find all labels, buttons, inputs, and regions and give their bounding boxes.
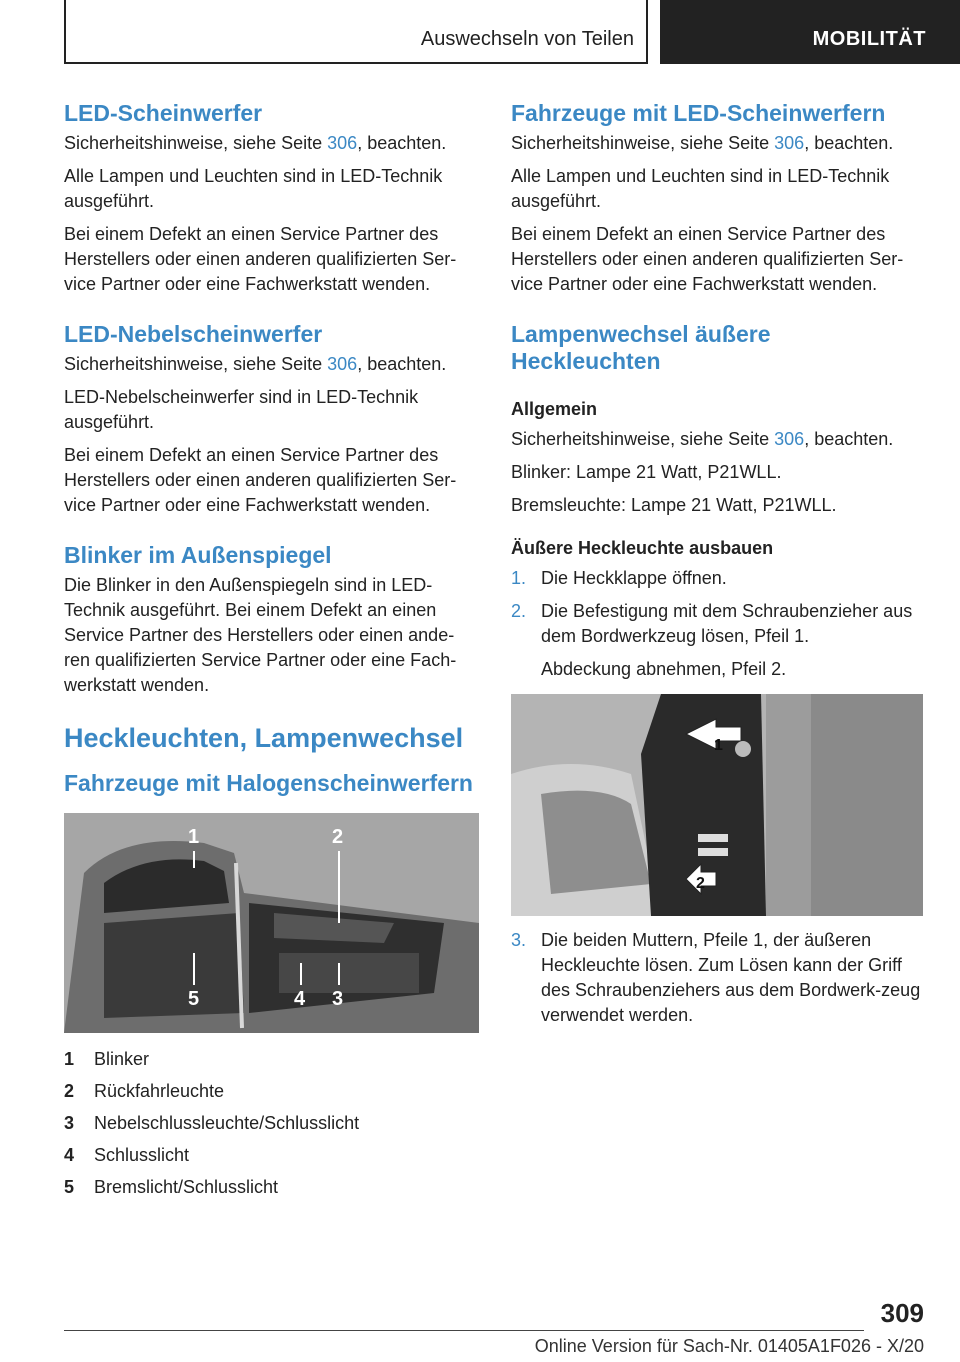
paragraph: Bei einem Defekt an einen Service Partner des Herstellers oder einen anderen qualifizierten Ser-vice Partner oder eine Fachwerkstatt wenden. xyxy=(64,224,457,294)
legend-item xyxy=(64,1111,479,1136)
figure-legend xyxy=(64,1047,479,1200)
legend-text: Blinker xyxy=(94,1049,150,1069)
step-item xyxy=(511,928,926,1028)
step-item xyxy=(511,599,926,682)
safety-reference xyxy=(511,131,926,156)
heading-lampenwechsel: Lampenwechsel äußere Heckleuchten xyxy=(511,321,771,374)
heading-led-nebelscheinwerfer: LED-Nebelscheinwerfer xyxy=(64,321,323,347)
safety-reference xyxy=(511,427,926,452)
footer-divider xyxy=(64,1330,864,1331)
legend-number: 4 xyxy=(64,1145,75,1165)
legend-item xyxy=(64,1175,479,1200)
callout-arrow-2: 2 xyxy=(696,875,705,892)
step-text: Die beiden Muttern, Pfeile 1, der äußeren Heckleuchte lösen. Zum Lösen kann der Griff des Schraubenziehers aus dem Bordwerk-zeug verwendet werden. xyxy=(541,930,921,1025)
ref-text: , beachten. xyxy=(804,429,894,449)
legend-number: 1 xyxy=(64,1049,75,1069)
page-link[interactable]: 306 xyxy=(774,429,805,449)
page-link[interactable]: 306 xyxy=(327,354,358,374)
callout-arrow-1: 1 xyxy=(714,737,723,754)
step-item xyxy=(511,566,926,591)
left-column xyxy=(64,100,479,1207)
step-text: Die Heckklappe öffnen. xyxy=(541,568,727,588)
paragraph: Bei einem Defekt an einen Service Partner des Herstellers oder einen anderen qualifizierten Ser-vice Partner oder eine Fachwerkstatt wenden. xyxy=(511,224,904,294)
callout-2: 2 xyxy=(332,826,344,848)
heading-led-fahrzeuge: Fahrzeuge mit LED-Scheinwerfern xyxy=(511,100,886,126)
page-link[interactable]: 306 xyxy=(327,133,358,153)
legend-number: 2 xyxy=(64,1081,75,1101)
subheading-allgemein: Allgemein xyxy=(511,399,598,419)
step-number: 3. xyxy=(511,930,527,950)
header-section-title: Auswechseln von Teilen xyxy=(420,28,634,50)
header-chapter-tab: MOBILITÄT xyxy=(660,0,960,64)
legend-text: Nebelschlussleuchte/Schlusslicht xyxy=(94,1113,360,1133)
legend-text: Rückfahrleuchte xyxy=(94,1081,225,1101)
heading-led-scheinwerfer: LED-Scheinwerfer xyxy=(64,100,263,126)
step-text-continuation: Abdeckung abnehmen, Pfeil 2. xyxy=(541,659,787,679)
taillight-figure xyxy=(64,813,479,1033)
ref-text: Sicherheitshinweise, siehe Seite xyxy=(64,133,328,153)
ref-text: Sicherheitshinweise, siehe Seite xyxy=(64,354,328,374)
heading-halogen: Fahrzeuge mit Halogenscheinwerfern xyxy=(64,770,473,796)
step-number: 1. xyxy=(511,568,527,588)
heading-blinker-aussenspiegel: Blinker im Außenspiegel xyxy=(64,542,332,568)
legend-text: Schlusslicht xyxy=(94,1145,190,1165)
footer-text: Online Version für Sach-Nr. 01405A1F026 - X/20 xyxy=(534,1336,924,1356)
ref-text: Sicherheitshinweise, siehe Seite xyxy=(511,133,775,153)
legend-text: Bremslicht/Schlusslicht xyxy=(94,1177,279,1197)
heading-heckleuchten: Heckleuchten, Lampenwechsel xyxy=(64,723,464,753)
steps-list-continued xyxy=(511,928,926,1028)
paragraph: Alle Lampen und Leuchten sind in LED-Technik ausgeführt. xyxy=(511,166,890,211)
legend-number: 3 xyxy=(64,1113,75,1133)
legend-item xyxy=(64,1143,479,1168)
step-text: Die Befestigung mit dem Schraubenzieher aus dem Bordwerkzeug lösen, Pfeil 1. xyxy=(541,601,913,646)
legend-item xyxy=(64,1047,479,1072)
right-column xyxy=(511,100,926,1036)
ref-text: , beachten. xyxy=(804,133,894,153)
paragraph: Die Blinker in den Außenspiegeln sind in LED-Technik ausgeführt. Bei einem Defekt an einen Service Partner des Herstellers oder einen ande-ren qualifizierten Service Partner oder eine Fach-werkstatt wenden. xyxy=(64,575,457,695)
paragraph: Alle Lampen und Leuchten sind in LED-Technik ausgeführt. xyxy=(64,166,443,211)
subheading-ausbauen: Äußere Heckleuchte ausbauen xyxy=(511,538,774,558)
ref-text: , beachten. xyxy=(357,133,447,153)
callout-1: 1 xyxy=(188,826,200,848)
callout-5: 5 xyxy=(188,988,200,1010)
paragraph: LED-Nebelscheinwerfer sind in LED-Technik ausgeführt. xyxy=(64,387,419,432)
trunk-figure xyxy=(511,694,923,916)
ref-text: Sicherheitshinweise, siehe Seite xyxy=(511,429,775,449)
callout-3: 3 xyxy=(332,988,344,1010)
paragraph: Blinker: Lampe 21 Watt, P21WLL. xyxy=(511,462,782,482)
paragraph: Bei einem Defekt an einen Service Partner des Herstellers oder einen anderen qualifizierten Ser-vice Partner oder eine Fachwerkstatt wenden. xyxy=(64,445,457,515)
safety-reference xyxy=(64,131,479,156)
page-link[interactable]: 306 xyxy=(774,133,805,153)
step-number: 2. xyxy=(511,601,527,621)
ref-text: , beachten. xyxy=(357,354,447,374)
paragraph: Bremsleuchte: Lampe 21 Watt, P21WLL. xyxy=(511,495,837,515)
safety-reference xyxy=(64,352,479,377)
callout-4: 4 xyxy=(294,988,306,1010)
legend-number: 5 xyxy=(64,1177,75,1197)
legend-item xyxy=(64,1079,479,1104)
page-number: 309 xyxy=(880,1298,924,1328)
steps-list xyxy=(511,566,926,682)
